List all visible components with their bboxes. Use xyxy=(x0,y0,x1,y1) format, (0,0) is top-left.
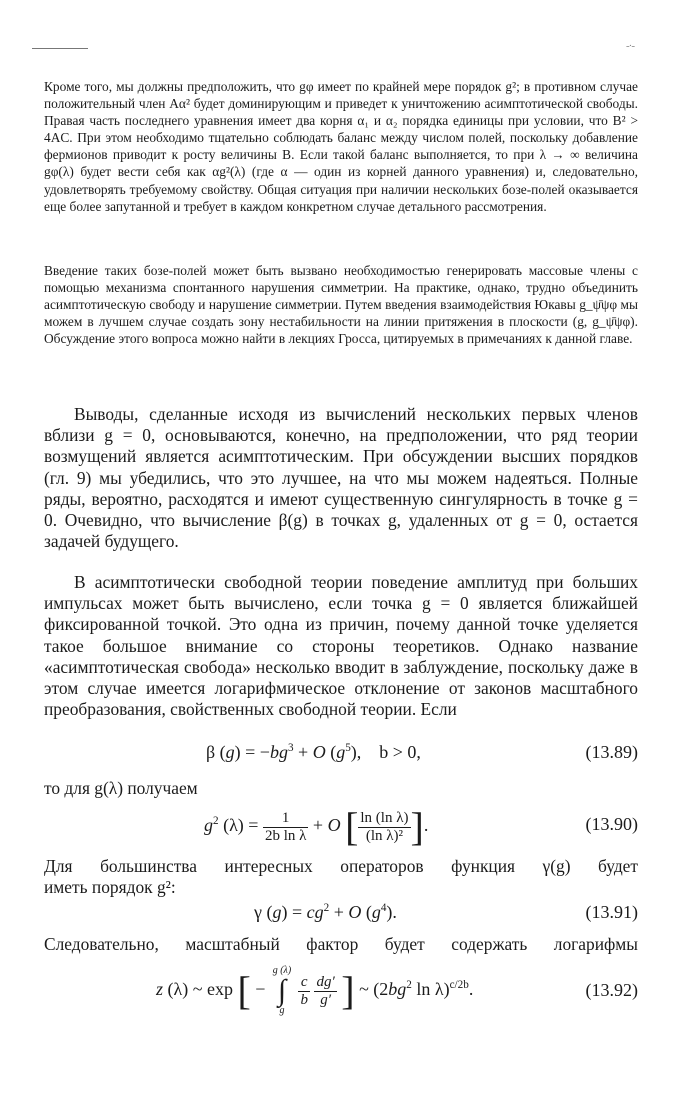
equation-13-91 xyxy=(44,902,638,932)
equation-expression: z (λ) ~ exp [ − g (λ) ∫ g $\frac{c}{b}$ $\frac{dg'}{g'}$ ] ~ ($2bg^2$ ln λ)$^{c/2b}$. xyxy=(156,965,474,1016)
equation-13-90 xyxy=(44,804,638,850)
small-print-paragraph-1 xyxy=(44,78,638,215)
text-line-therefore: Следовательно, масштабный фактор будет содержать логарифмы xyxy=(44,934,638,954)
small-print-paragraph-2 xyxy=(44,262,638,347)
equation-number: (13.90) xyxy=(585,814,638,834)
main-paragraph: Выводы, сделанные исходя из вычислений нескольких первых членов вблизи g = 0, основываются, конечно, на предположении, что ряд теории возмущений является асимптотическим. При обсуждении высших порядков (гл. 9) мы убедились, что это лучшее, на что мы можем надеяться. Полные ряды, вероятно, расходятся и имеют существенную сингулярность в точке g = 0. Очевидно, что вычисление β(g) в точках g, удаленных от g = 0, остается задачей будущего. xyxy=(44,404,638,552)
main-paragraph: В асимптотически свободной теории поведение амплитуд при больших импульсах может быть вычислено, если точка g = 0 является ближайшей фиксированной точкой. Это одна из причин, почему данной точке уделяется такое большое внимание со стороны теоретиков. Однако название «асимптотическая свобода» несколько вводит в заблуждение, поскольку даже в этом случае имеется логарифмическое отклонение от законов масштабного преобразования, свойственных свободной теории. Если xyxy=(44,572,638,720)
text-line-majority: Для большинства интересных операторов функция γ(g) будет xyxy=(44,856,638,876)
equation-expression: γ $(g) = cg^2 + O$ $(g^4)$. xyxy=(254,902,397,922)
text-line-order: иметь порядок g²: xyxy=(44,877,176,897)
fraction: $\frac{\text{ln (ln λ)}}{\text{(ln λ)²}}$ xyxy=(360,809,409,844)
equation-number: (13.92) xyxy=(585,980,638,1000)
fraction: $\frac{dg'}{g'}$ xyxy=(316,973,335,1008)
equation-expression: $g^2$ (λ) = $\frac{1}{\text{2b ln λ}}$ + O [ $\frac{\text{ln (ln λ)}}{\text{(ln λ)²}}$ ]. xyxy=(204,804,429,849)
small-paragraph: Кроме того, мы должны предположить, что gφ имеет по крайней мере порядок g²; в противном случае положительный член Aα² будет доминирующим и приведет к уничтожению асимптотической свободы. Правая часть последнего уравнения имеет два корня α₁ и α₂ порядка единицы при условии, что B² > 4AC. При этом необходимо тщательно соблюдать баланс между числом полей, поскольку добавление фермионов приводит к росту величины B. Если такой баланс выполняется, то при λ → ∞ величина gφ(λ) будет вести себя как αg²(λ) (где α — один из корней данного уравнения) и, следовательно, удовлетворять требуемому свойству. Общая ситуация при наличии нескольких бозе-полей оказывается еще более запутанной и требует в каждом конкретном случае детального рассмотрения. xyxy=(44,79,638,214)
exponent: c/2b xyxy=(449,979,469,992)
small-paragraph: Введение таких бозе-полей может быть вызвано необходимостью генерировать массовые члены с помощью механизма спонтанного нарушения симметрии. На практике, однако, трудно объединить асимптотическую свободу и нарушение симметрии. Путем введения взаимодействия Юкавы g_ψ̄ψφ мы можем в лучшем случае создать зону нестабильности на линии притяжения в плоскости (g, g_ψ̄ψφ). Обсуждение этого вопроса можно найти в лекциях Гросса, цитируемых в примечаниях к данной главе. xyxy=(44,263,638,347)
header-rule xyxy=(32,48,88,49)
fraction: $\frac{c}{b}$ xyxy=(300,973,308,1008)
fraction: $\frac{1}{\text{2b ln λ}}$ xyxy=(264,809,307,844)
equation-number: (13.91) xyxy=(585,902,638,922)
integral-sign: g (λ) ∫ g xyxy=(272,965,292,1016)
main-paragraph-2 xyxy=(44,572,638,720)
equation-13-89 xyxy=(44,742,638,772)
equation-13-92 xyxy=(44,964,638,1028)
equation-expression: β $(g) = -bg^3 + O$ $(g^5)$, b > 0, xyxy=(206,742,421,762)
equation-condition: b > 0, xyxy=(379,742,421,762)
page-corner-mark: -·- xyxy=(626,40,634,52)
main-paragraph-1 xyxy=(44,404,638,552)
equation-number: (13.89) xyxy=(585,742,638,762)
text-line-then: то для g(λ) получаем xyxy=(44,778,198,798)
